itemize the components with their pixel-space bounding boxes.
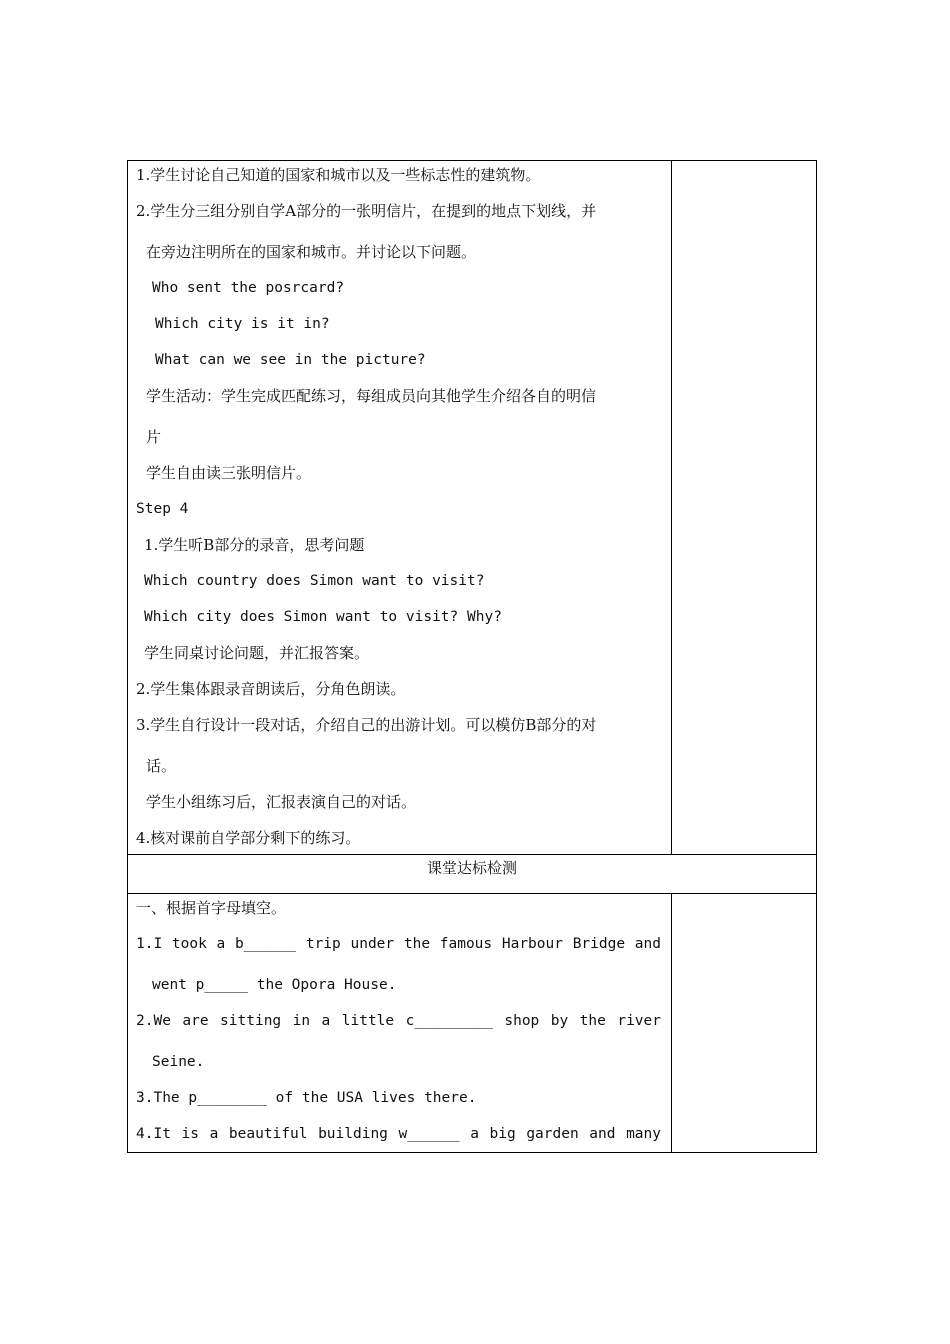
activities-cell	[128, 161, 672, 855]
text-line: 2.学生分三组分别自学A部分的一张明信片，在提到的地点下划线，并	[136, 202, 597, 220]
text-line: 4.核对课前自学部分剩下的练习。	[136, 829, 361, 847]
text-line: 1.学生听B部分的录音，思考问题	[144, 536, 365, 554]
question-line: Which city does Simon want to visit? Why?	[144, 609, 502, 625]
table-row-activities	[128, 161, 817, 855]
exercise-item: 1.I took a b______ trip under the famous Harbour Bridge and	[136, 936, 661, 952]
text-line: 3.学生自行设计一段对话，介绍自己的出游计划。可以模仿B部分的对	[136, 716, 597, 734]
notes-cell-empty	[672, 161, 817, 855]
question-line: Which city is it in?	[155, 316, 330, 332]
exercise-item: Seine.	[152, 1054, 205, 1070]
text-line: 2.学生集体跟录音朗读后，分角色朗读。	[136, 680, 406, 698]
text-line: 学生自由读三张明信片。	[146, 464, 312, 482]
text-line: 学生同桌讨论问题，并汇报答案。	[144, 644, 370, 662]
question-line: Which country does Simon want to visit?	[144, 573, 485, 589]
notes-cell-empty	[672, 894, 817, 1153]
exercise-title: 一、根据首字母填空。	[136, 899, 287, 917]
exercise-item: 4.It is a beautiful building w______ a big garden and many	[136, 1126, 661, 1142]
text-line: 1.学生讨论自己知道的国家和城市以及一些标志性的建筑物。	[136, 166, 541, 184]
exercise-item: 2.We are sitting in a little c_________ shop by the river	[136, 1013, 661, 1029]
exercise-item: 3.The p________ of the USA lives there.	[136, 1090, 477, 1106]
text-line: 话。	[146, 757, 177, 775]
lesson-plan-table	[127, 160, 817, 1153]
text-line: 学生活动：学生完成匹配练习，每组成员向其他学生介绍各自的明信	[146, 387, 597, 405]
text-line: 在旁边注明所在的国家和城市。并讨论以下问题。	[146, 243, 477, 261]
question-line: Who sent the posrcard?	[152, 280, 345, 296]
table-row-exercises	[128, 894, 817, 1153]
table-row-heading	[128, 855, 817, 894]
exercises-cell	[128, 894, 672, 1153]
section-heading-text: 课堂达标检测	[426, 859, 517, 877]
step-heading: Step 4	[136, 501, 189, 517]
exercise-item: went p_____ the Opora House.	[152, 977, 397, 993]
section-heading	[128, 855, 817, 894]
text-line: 片	[146, 428, 162, 446]
text-line: 学生小组练习后，汇报表演自己的对话。	[146, 793, 417, 811]
question-line: What can we see in the picture?	[155, 352, 426, 368]
